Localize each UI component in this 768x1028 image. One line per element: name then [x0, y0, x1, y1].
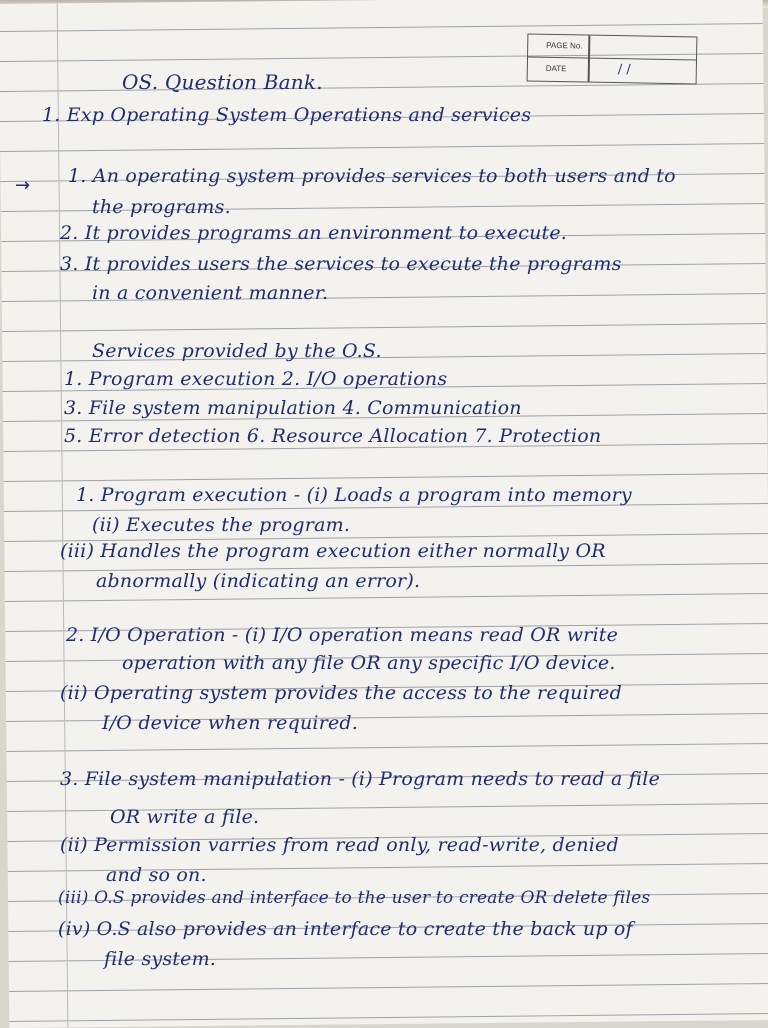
program-execution-line: (ii) Executes the program.	[92, 514, 351, 536]
page-date-box	[527, 34, 698, 85]
services-list-line: 1. Program execution 2. I/O operations	[64, 368, 448, 390]
services-heading: Services provided by the O.S.	[92, 340, 382, 362]
program-execution-line: abnormally (indicating an error).	[96, 570, 421, 592]
file-system-line: file system.	[104, 948, 217, 970]
program-execution-line: 1. Program execution - (i) Loads a program into memory	[76, 484, 632, 506]
io-operation-line: (ii) Operating system provides the access to the required	[60, 682, 622, 704]
io-operation-line: 2. I/O Operation - (i) I/O operation means read OR write	[66, 624, 619, 646]
date-row	[528, 58, 696, 83]
arrow-mark-icon: →	[15, 175, 31, 196]
date-label: DATE	[545, 63, 567, 74]
program-execution-line: (iii) Handles the program execution either normally OR	[60, 540, 606, 562]
intro-line: the programs.	[92, 196, 231, 218]
file-system-line: 3. File system manipulation - (i) Program needs to read a file	[60, 768, 661, 790]
file-system-line: (ii) Permission varries from read only, read-write, denied	[60, 834, 619, 856]
section-heading: 1. Exp Operating System Operations and services	[42, 104, 532, 126]
intro-line: 1. An operating system provides services to both users and to	[68, 165, 676, 187]
file-system-line: and so on.	[106, 864, 207, 886]
page-no-row	[528, 35, 696, 61]
file-system-line: (iv) O.S also provides an interface to create the back up of	[58, 918, 633, 940]
margin-line	[57, 3, 69, 1027]
file-system-line: OR write a file.	[110, 806, 260, 828]
page-no-label: PAGE No.	[546, 40, 583, 51]
page-title: OS. Question Bank.	[122, 70, 323, 94]
date-value: / /	[617, 62, 631, 78]
io-operation-line: I/O device when required.	[102, 712, 359, 734]
io-operation-line: operation with any file OR any specific I/O device.	[122, 652, 616, 674]
services-list-line: 5. Error detection 6. Resource Allocation 7. Protection	[64, 425, 602, 447]
intro-line: in a convenient manner.	[92, 282, 329, 304]
services-list-line: 3. File system manipulation 4. Communication	[64, 397, 522, 419]
file-system-line: (iii) O.S provides and interface to the user to create OR delete files	[58, 888, 651, 908]
intro-line: 3. It provides users the services to execute the programs	[60, 253, 622, 275]
intro-line: 2. It provides programs an environment to execute.	[60, 222, 568, 244]
